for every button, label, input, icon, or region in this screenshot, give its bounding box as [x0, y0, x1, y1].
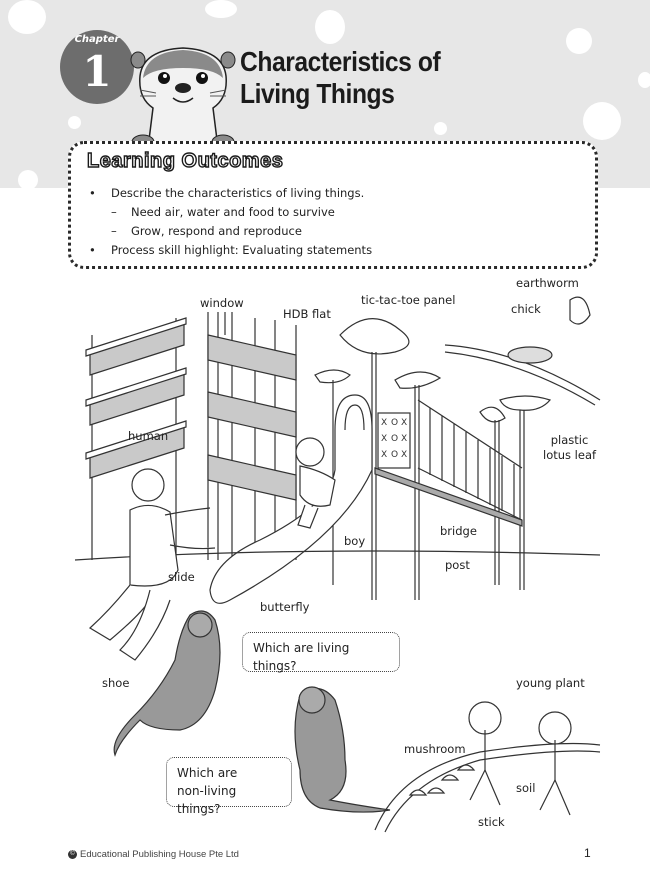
svg-text:O: O [391, 418, 399, 428]
dash-marker: – [111, 205, 117, 219]
label-hdb-flat: HDB flat [283, 307, 331, 321]
bullet-marker: • [89, 243, 96, 257]
label-tic-tac-toe-panel: tic-tac-toe panel [361, 293, 456, 307]
outcome-text: Grow, respond and reproduce [131, 224, 302, 238]
learning-outcomes-box [68, 141, 598, 269]
footer-copyright [68, 849, 239, 860]
speech-text-line-2: non-living things? [177, 784, 237, 816]
label-shoe: shoe [102, 676, 130, 690]
label-slide: slide [168, 570, 195, 584]
otter-mascot-icon [118, 38, 248, 148]
svg-text:X: X [401, 450, 408, 460]
label-bridge: bridge [440, 524, 477, 538]
label-mushroom: mushroom [404, 742, 466, 756]
decorative-bubble [583, 102, 621, 140]
chapter-label: Chapter [74, 34, 120, 45]
label-young-plant: young plant [516, 676, 585, 690]
chapter-title-line-2: Living Things [240, 78, 395, 109]
learning-outcomes-heading: Learning Outcomes [87, 150, 284, 172]
copyright-text: Educational Publishing House Pte Ltd [80, 849, 239, 860]
svg-text:O: O [391, 434, 399, 444]
decorative-bubble [434, 122, 447, 135]
speech-bubble-living-things [242, 632, 400, 672]
label-post: post [445, 558, 470, 572]
svg-text:X: X [401, 434, 408, 444]
label-stick: stick [478, 815, 505, 829]
mushroom-icon [410, 765, 474, 795]
svg-text:X: X [381, 450, 388, 460]
chapter-title-line-1: Characteristics of [240, 46, 441, 77]
outcome-text: Describe the characteristics of living things. [111, 186, 365, 200]
label-butterfly: butterfly [260, 600, 310, 614]
speech-text-line-1: Which are [177, 766, 238, 780]
svg-text:X: X [381, 418, 388, 428]
young-plant-icon [469, 702, 571, 815]
page-number: 1 [584, 846, 591, 860]
label-chick: chick [511, 302, 541, 316]
otter-nonliving-icon [295, 687, 390, 812]
label-plastic-lotus-leaf-line-2: lotus leaf [543, 448, 597, 462]
speech-text: Which are living things? [253, 641, 350, 673]
decorative-bubble [205, 0, 237, 18]
playground-scene-illustration [0, 275, 650, 835]
outcome-text: Process skill highlight: Evaluating statements [111, 243, 373, 257]
label-soil: soil [516, 781, 536, 795]
svg-text:X: X [381, 434, 388, 444]
decorative-bubble [8, 0, 46, 34]
speech-bubble-non-living-things [166, 757, 292, 816]
dash-marker: – [111, 224, 117, 238]
label-earthworm: earthworm [516, 276, 579, 290]
label-human: human [128, 429, 169, 443]
label-plastic-lotus-leaf-line-1: plastic [550, 433, 589, 447]
chapter-title [240, 46, 440, 110]
decorative-bubble [566, 28, 592, 54]
outcome-text: Need air, water and food to survive [131, 205, 335, 219]
tic-tac-toe-panel-icon [378, 413, 410, 468]
label-plastic-lotus-leaf [543, 433, 596, 463]
decorative-bubble [315, 10, 345, 44]
decorative-bubble [68, 116, 81, 129]
otter-living-icon [114, 611, 220, 755]
label-window: window [200, 296, 244, 310]
svg-text:X: X [401, 418, 408, 428]
label-boy: boy [344, 534, 366, 548]
hdb-flat-icon [208, 312, 296, 560]
decorative-bubble [638, 72, 650, 88]
decorative-bubble [18, 170, 38, 190]
copyright-icon: © [68, 850, 77, 859]
chapter-number: 1 [82, 47, 112, 96]
svg-text:O: O [391, 450, 399, 460]
bullet-marker: • [89, 186, 96, 200]
